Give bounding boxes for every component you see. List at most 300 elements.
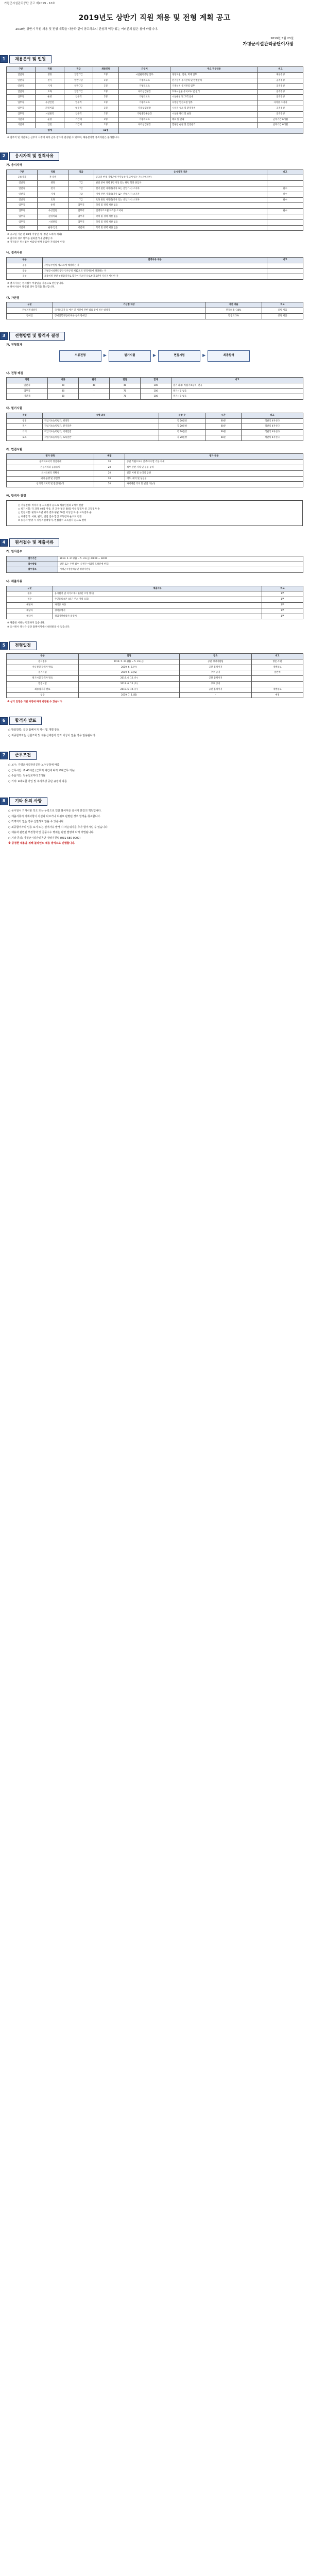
table-cell: 업무직 — [64, 100, 93, 106]
table-cell: 업무직 — [7, 214, 38, 219]
apply-subheading: 가. 원서접수 — [6, 550, 23, 554]
section-1-heading — [0, 55, 309, 64]
documents-subheading: 나. 제출서류 — [6, 580, 23, 584]
table-cell: 최종합격자 발표 — [7, 687, 79, 692]
table-row — [7, 388, 303, 394]
organization-name: 가평군시설관리공단이사장 — [243, 42, 294, 47]
table-cell: 행정 — [7, 418, 43, 424]
text-line: ○ 최종합격자의 임용 포기 또는 결격사유 발생 시 차순위자를 추가 합격시킬 수 있습니다. — [8, 825, 109, 829]
table-cell: 수영장 안전요원 업무 — [170, 100, 258, 106]
text-line: ○ 적격자가 없는 경우 선발하지 않을 수 있습니다. — [8, 820, 64, 824]
written-subheading: 다. 필기시험 — [6, 407, 23, 411]
column-header: 비고 — [267, 170, 303, 175]
table-cell: 일반 7급 — [64, 78, 93, 83]
announcement-date: 2019년 5월 23일 — [270, 37, 294, 40]
qualification-table — [6, 170, 303, 231]
text-line: ○ 수습기간: 임용일로부터 3개월 — [8, 774, 45, 778]
table-cell: 안전 — [36, 123, 64, 128]
total-row — [7, 128, 303, 134]
table-cell: 자기계발 의지 및 발전 가능성 — [125, 482, 303, 487]
table-row — [7, 219, 303, 225]
process-steps — [6, 350, 303, 361]
table-cell: 기계 — [38, 192, 68, 197]
process-step: 필기시험 — [109, 350, 151, 361]
table-cell: 공통 — [7, 268, 43, 274]
table-cell: - — [180, 692, 252, 698]
table-cell: 시설관리 — [36, 111, 64, 117]
table-cell: 시설관리 — [38, 219, 68, 225]
table-cell: 업무직 — [7, 388, 48, 394]
table-cell: 기간제 — [7, 117, 36, 123]
text-line: ※ 자격증은 원서접수 마감일 현재 유효한 자격증에 한함 — [7, 241, 65, 244]
table-row — [7, 225, 303, 231]
table-cell: - — [68, 175, 94, 181]
table-cell: 창의력·의지력 및 발전가능성 — [7, 482, 94, 487]
table-row — [7, 430, 303, 435]
table-cell: 2019. 5. 27.(월) ~ 5. 31.(금) — [79, 659, 180, 665]
table-row — [7, 197, 303, 203]
table-cell: 20 — [94, 470, 125, 476]
section-3-heading — [0, 332, 309, 341]
table-cell: 임용 — [7, 692, 79, 698]
table-row — [7, 482, 303, 487]
section-title: 합격자 발표 — [9, 717, 42, 725]
table-cell: 1명 — [93, 123, 119, 128]
table-row — [7, 203, 303, 209]
table-row — [7, 106, 303, 111]
text-line: ○ 기타: 4대보험 가입 및 복리후생 공단 규정에 따름 — [8, 779, 67, 783]
table-row — [7, 313, 303, 319]
table-cell: 전 직렬 — [38, 175, 68, 181]
table-cell: 자라섬캠핑장 — [119, 123, 170, 128]
table-cell: 시설물 관리 및 순찰 — [170, 111, 258, 117]
text-line: ○ 기타 문의: 가평군시설관리공단 경영지원팀 (031-580-0000) — [8, 836, 81, 840]
table-cell: 운영·안전 — [38, 225, 68, 231]
table-row — [7, 181, 303, 187]
table-cell: 원서접수 — [7, 659, 79, 665]
column-header: 시간 — [205, 413, 242, 418]
table-cell: 기간제 — [68, 225, 94, 231]
table-cell: 40 — [79, 383, 110, 388]
table-row — [7, 435, 303, 441]
table-cell: 1명 — [93, 78, 119, 83]
table-cell: 토목 — [7, 435, 43, 441]
text-line: ○ 채용과 관련된 부정청탁 및 금품수수 행위는 관련 법령에 따라 처벌됩니다. — [8, 831, 94, 835]
table-cell: 공개경쟁 — [258, 83, 303, 89]
table-cell: 경영지원, 인사, 회계 업무 — [170, 73, 258, 78]
column-header: 구분 — [7, 257, 43, 263]
table-row — [7, 603, 303, 608]
table-cell: 1명 — [93, 89, 119, 95]
caution-highlight: ※ 공정한 채용을 위해 블라인드 채용 방식으로 진행합니다. — [8, 842, 76, 845]
table-cell: 수상안전 — [36, 100, 64, 106]
table-cell: 직무 관련 지식 및 응용 능력 — [125, 465, 303, 470]
table-cell: 전기 — [7, 424, 43, 430]
table-cell: 1명 — [93, 111, 119, 117]
table-cell: 30 — [48, 388, 79, 394]
column-header: 직렬 — [36, 67, 64, 73]
table-cell: 시설물 청소 및 환경정비 — [170, 106, 258, 111]
table-cell: 전기 — [38, 187, 68, 192]
column-header: 채용인원 — [93, 67, 119, 73]
table-cell: 기간제 — [64, 117, 93, 123]
table-row — [7, 460, 303, 465]
table-cell: 60분 — [205, 435, 242, 441]
table-row — [7, 556, 303, 562]
column-header: 제출서류 — [53, 586, 262, 591]
table-cell: 필수 — [7, 597, 53, 603]
table-cell: 2019. 6. 15.(토) — [79, 681, 180, 687]
table-cell: 공개경쟁 — [258, 111, 303, 117]
text-line: ※ 동점자 발생 시 취업지원대상자, 면접점수 고득점자 순으로 결정 — [18, 519, 87, 522]
table-row — [7, 192, 303, 197]
column-header: 문항 수 — [159, 413, 205, 418]
text-line: ○ 근무시간: 주 40시간 (근무지 여건에 따라 교대근무 가능) — [8, 769, 76, 772]
column-header: 평가 내용 — [125, 454, 303, 460]
table-row — [7, 597, 303, 603]
table-cell: 필기시험 없음 — [171, 394, 303, 400]
document-header: 가평군시설관리공단 공고 제2019 - 10호 — [4, 2, 56, 5]
text-line: ○ 제출서류의 기재사항이 사실과 다르거나 허위로 판명된 경우 합격을 취소합니다. — [8, 815, 101, 818]
column-header: 결격사유 내용 — [43, 257, 267, 263]
section-5-heading — [0, 641, 309, 650]
table-cell: 1부 — [262, 597, 303, 603]
column-header: 필기 — [79, 378, 110, 383]
section-number: 6 — [0, 717, 8, 725]
table-cell: 20 — [94, 476, 125, 482]
schedule-table — [6, 653, 303, 698]
table-cell: 필기시험 없음 — [171, 388, 303, 394]
table-cell: 객관식 4지선다 — [242, 424, 303, 430]
table-cell: 해당자 — [7, 603, 53, 608]
table-cell: 일반직 — [7, 383, 48, 388]
table-cell: 공통자격 — [7, 175, 38, 181]
table-cell: 면접시험 — [7, 681, 79, 687]
table-cell: 업무직 — [64, 111, 93, 117]
table-cell: 60분 — [205, 418, 242, 424]
disqualification-table — [6, 257, 303, 280]
decision-subheading: 마. 합격자 결정 — [6, 495, 26, 498]
table-cell: 100 — [141, 383, 171, 388]
section-number: 1 — [0, 55, 8, 63]
process-step: 최종합격 — [208, 350, 250, 361]
table-cell: 환경미화 — [38, 214, 68, 219]
table-row — [7, 73, 303, 78]
process-step: 면접시험 — [158, 350, 200, 361]
table-row — [7, 424, 303, 430]
section-title: 채용분야 및 인원 — [9, 55, 52, 64]
table-cell: 일반직 — [7, 187, 38, 192]
table-cell: 공통 — [7, 263, 43, 268]
table-cell: 운영 — [38, 203, 68, 209]
table-cell: 장애인복지법에 따른 등록 장애인 — [53, 313, 205, 319]
table-cell: 1명 — [93, 100, 119, 106]
table-cell — [267, 225, 303, 231]
table-cell: 지방공무원법 제31조에 해당하는 자 — [43, 263, 267, 268]
table-cell: 국가유공자 등 예우 및 지원에 관한 법률 등에 따른 대상자 — [53, 308, 205, 314]
table-row — [7, 608, 303, 614]
disqualification-subheading: 나. 결격사유 — [6, 251, 23, 255]
table-cell: 업무직 — [7, 106, 36, 111]
table-row — [7, 78, 303, 83]
arrow-right-icon: ▶ — [103, 353, 107, 358]
table-row — [7, 470, 303, 476]
column-header: 시험 과목 — [43, 413, 159, 418]
table-cell: 필기시험 합격자 발표 — [7, 676, 79, 682]
recruit-table — [6, 66, 303, 134]
column-header: 주요 직무내용 — [170, 67, 258, 73]
documents-table — [6, 586, 303, 620]
column-header: 가산점 대상 — [53, 302, 205, 308]
table-cell: 토목 — [38, 197, 68, 203]
table-cell: 기간제 — [64, 123, 93, 128]
table-cell: 경력증명서 — [53, 608, 262, 614]
table-row — [7, 591, 303, 597]
table-cell: 일반직 — [7, 73, 36, 78]
table-cell — [267, 268, 303, 274]
table-cell: 전기설비 유지관리 및 안전관리 — [170, 78, 258, 83]
table-cell: 필수 — [267, 187, 303, 192]
section-number: 3 — [0, 332, 8, 340]
column-header: 비고 — [252, 653, 303, 659]
table-cell: 60분 — [205, 424, 242, 430]
text-line: ○ 최종합격자는 신원조회 및 채용신체검사 결과 이상이 없을 경우 임용됩니다. — [8, 734, 96, 737]
column-header: 가산 비율 — [205, 302, 262, 308]
column-header: 구분 — [7, 653, 79, 659]
table-cell: 가평군시설관리공단 인사규정 제12조의 결격사유에 해당하는 자 — [43, 268, 267, 274]
section-title: 전형일정 — [9, 641, 37, 650]
table-cell: 해당자 — [7, 614, 53, 619]
table-row — [7, 665, 303, 670]
table-cell: 기간제 — [7, 225, 38, 231]
column-header: 직급 — [68, 170, 94, 175]
table-cell: 필수 — [267, 209, 303, 214]
table-cell: 개별통보 — [252, 687, 303, 692]
table-cell: 공단 홈페이지 — [180, 687, 252, 692]
table-row — [7, 394, 303, 400]
column-header: 서류 — [48, 378, 79, 383]
table-cell: 가평레포츠 — [119, 100, 170, 106]
table-row — [7, 676, 303, 682]
column-header: 비고 — [242, 413, 303, 418]
table-cell: 업무직 — [7, 95, 36, 100]
column-header: 배점 — [94, 454, 125, 460]
table-cell: 공통 — [7, 274, 43, 280]
section-number: 7 — [0, 752, 8, 759]
arrow-right-icon: ▶ — [152, 353, 157, 358]
table-cell: 2019. 6. 12.(수) — [79, 676, 180, 682]
table-cell: 개별통보 — [252, 665, 303, 670]
table-row — [7, 123, 303, 128]
column-header: 직렬 — [7, 378, 48, 383]
table-cell: 환경미화 — [36, 106, 64, 111]
table-row — [7, 418, 303, 424]
table-cell: - — [79, 388, 110, 394]
table-cell: 20 — [94, 465, 125, 470]
table-cell: 기간제 — [7, 123, 36, 128]
table-cell: 만점의 5% — [205, 313, 262, 319]
text-line: ○ 발표방법: 공단 홈페이지 게시 및 개별 통보 — [8, 728, 60, 732]
section-2-heading — [0, 152, 309, 161]
table-cell: 공개경쟁 — [258, 89, 303, 95]
table-cell: 70 — [110, 388, 141, 394]
table-cell: 2019. 7. 1.(월) — [79, 692, 180, 698]
table-cell: 주민등록초본 (최근 주소 이력 포함) — [53, 597, 262, 603]
text-line: ※ 허위사실이 발견될 경우 합격을 취소합니다. — [7, 286, 55, 289]
table-row — [7, 95, 303, 100]
table-cell: 2명 — [93, 117, 119, 123]
method-value: 방문 또는 우편 접수 (우편은 마감일 도착분에 한함) — [58, 562, 303, 567]
table-cell: 증빙 제출 — [262, 313, 303, 319]
column-header: 일정 — [79, 653, 180, 659]
table-cell: 만점의 5~10% — [205, 308, 262, 314]
table-cell: 증빙 제출 — [262, 308, 303, 314]
table-cell: 서류전형 합격자 발표 — [7, 665, 79, 670]
table-cell: 7급 — [68, 187, 94, 192]
column-header: 평가 항목 — [7, 454, 94, 460]
table-cell: 가평레포츠 — [119, 95, 170, 100]
table-cell: 가평레포츠 — [119, 83, 170, 89]
table-cell: 관련 분야 경력 1년 이상 또는 관련 학과 졸업자 — [94, 181, 267, 187]
column-header: 합계 — [141, 378, 171, 383]
table-header-row — [7, 653, 303, 659]
table-cell — [267, 181, 303, 187]
table-cell: 7급 — [68, 197, 94, 203]
table-cell: 자라섬캠핑장 — [119, 89, 170, 95]
column-header: 비고 — [262, 586, 303, 591]
table-cell: 시설관리공단 본부 — [119, 73, 170, 78]
table-cell: 해당자 — [7, 608, 53, 614]
table-row — [7, 274, 303, 280]
table-cell: 공단 경영지원팀 — [180, 659, 252, 665]
text-line: ※ 결격사유는 원서접수 마감일을 기준으로 판단합니다. — [7, 282, 64, 285]
table-header-row — [7, 257, 303, 263]
table-cell: 7급 — [68, 181, 94, 187]
section-6-heading — [0, 717, 309, 725]
column-header: 비고 — [262, 302, 303, 308]
decision-box — [6, 500, 303, 527]
apply-info-table — [6, 556, 303, 573]
section-title: 기타 유의 사항 — [9, 797, 47, 806]
text-line: ○ 최종합격: 서류, 필기, 면접 점수 합산 고득점자 순으로 결정 — [18, 515, 82, 518]
table-cell: 공개경쟁 — [258, 106, 303, 111]
table-cell: 각 20문항 — [159, 418, 205, 424]
column-header: 구분 — [7, 302, 53, 308]
table-cell: 일반직 — [7, 78, 36, 83]
table-header-row — [7, 586, 303, 591]
table-header-row — [7, 454, 303, 460]
text-line: ○ 보수: 가평군시설관리공단 보수규정에 따름 — [8, 764, 60, 767]
table-cell: 자라섬캠핑장 — [119, 106, 170, 111]
table-cell: 60분 — [205, 430, 242, 435]
text-line: ※ 남자의 경우 병역을 필하였거나 면제된 자 — [7, 237, 53, 240]
text-line: ○ 필기시험: 각 과목 40점 이상, 전 과목 평균 60점 이상 득점자 중 고득점자 순 — [18, 508, 100, 511]
apply-notes — [0, 621, 309, 629]
table-row — [7, 562, 303, 567]
table-cell: 공직자로서의 정신자세 — [7, 460, 94, 465]
table-cell: 기계 — [36, 83, 64, 89]
table-cell: 30 — [48, 394, 79, 400]
table-cell: 공개경쟁 — [258, 78, 303, 83]
table-row — [7, 89, 303, 95]
table-cell: 업무직 — [68, 209, 94, 214]
section-4-heading — [0, 538, 309, 547]
qualification-notes — [0, 233, 309, 244]
table-cell: 100 — [141, 388, 171, 394]
interview-subheading: 라. 면접시험 — [6, 448, 23, 451]
method-label: 접수방법 — [7, 562, 58, 567]
column-header: 비고 — [171, 378, 303, 383]
table-row — [7, 614, 303, 619]
table-cell: 일반직 — [7, 192, 38, 197]
table-cell: 응시원서 및 자기소개서 (공단 소정 양식) — [53, 591, 262, 597]
section-title: 응시자격 및 결격사유 — [9, 152, 59, 161]
table-cell: 일반 7급 — [64, 89, 93, 95]
schedule-note: ※ 상기 일정은 기관 사정에 따라 변경될 수 있습니다. — [7, 701, 63, 704]
column-header: 구분 — [7, 170, 38, 175]
table-cell: 객관식 4지선다 — [242, 435, 303, 441]
table-cell: 2019. 6. 19.(수) — [79, 687, 180, 692]
table-cell: 필기 과목: 직업기초능력, 전공 — [171, 383, 303, 388]
table-cell — [252, 676, 303, 682]
table-cell: 일반 7급 — [64, 73, 93, 78]
table-cell: 직업기초능력평가, 토목일반 — [43, 435, 159, 441]
column-header: 응시자격 기준 — [94, 170, 267, 175]
table-cell: 필수 — [7, 591, 53, 597]
section-7-heading — [0, 751, 309, 760]
table-cell: 1부 — [262, 603, 303, 608]
arrow-right-icon: ▶ — [202, 353, 206, 358]
table-cell: 공단 홈페이지 — [180, 676, 252, 682]
table-cell: 기계설비 유지관리 업무 — [170, 83, 258, 89]
table-cell: 추후 공지 — [180, 670, 252, 676]
table-cell: 직업기초능력평가, 기계일반 — [43, 430, 159, 435]
table-cell: 전기 관련 자격증(기사 또는 산업기사) 소지자 — [94, 187, 267, 192]
table-row — [7, 681, 303, 687]
table-cell: 필수 — [267, 197, 303, 203]
table-cell: 학력 및 경력 제한 없음 — [94, 219, 267, 225]
table-row — [7, 670, 303, 676]
table-cell: 20 — [48, 383, 79, 388]
table-row — [7, 659, 303, 665]
table-cell: 각 20문항 — [159, 430, 205, 435]
table-cell: 1부 — [262, 591, 303, 597]
table-cell: 일반직 — [7, 197, 38, 203]
table-cell: 각 20문항 — [159, 424, 205, 430]
column-header: 구분 — [7, 67, 36, 73]
table-cell: 업무직 — [64, 106, 93, 111]
table-cell: 필기시험 — [7, 670, 79, 676]
table-cell: 학력 및 경력 제한 없음 — [94, 203, 267, 209]
result-lines — [0, 728, 309, 738]
table-cell: 객관식 4지선다 — [242, 430, 303, 435]
text-line: ※ 공고일 기준 만 18세 이상인 자 (정년 도래자 제외) — [7, 233, 62, 236]
table-row — [7, 117, 303, 123]
table-header-row — [7, 378, 303, 383]
table-cell: 일반직 — [7, 89, 36, 95]
period-label: 접수기간 — [7, 556, 58, 562]
table-cell: 인명구조요원 자격증 소지자 — [94, 209, 267, 214]
written-exam-table — [6, 413, 303, 441]
section-number: 5 — [0, 642, 8, 650]
table-cell: 근무기간 6개월 — [258, 123, 303, 128]
table-cell: 자격증 사본 — [53, 603, 262, 608]
column-header: 근무지 — [119, 67, 170, 73]
table-row — [7, 692, 303, 698]
table-cell: 근무기간 6개월 — [258, 117, 303, 123]
text-line: ※ 제출된 서류는 반환하지 않습니다. — [7, 622, 45, 625]
table-cell: 행정 — [38, 181, 68, 187]
